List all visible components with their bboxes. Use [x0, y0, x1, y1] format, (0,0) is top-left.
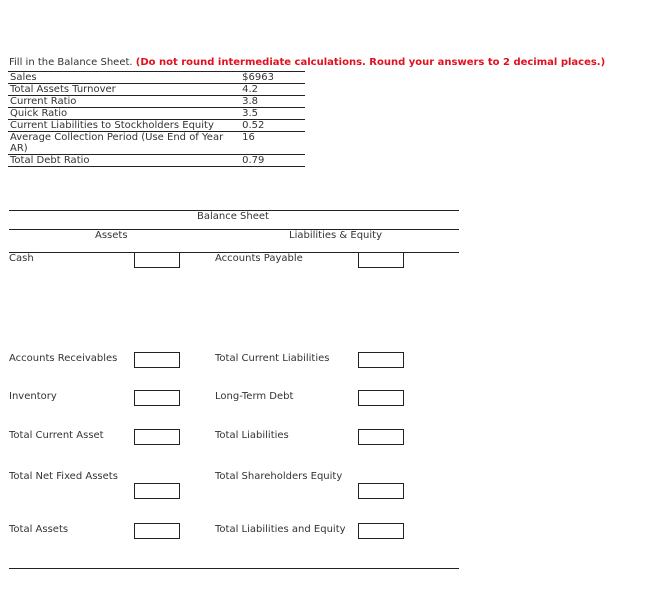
row-label: Total Debt Ratio: [8, 155, 240, 167]
asset-input[interactable]: [134, 483, 180, 499]
row-value: $6963: [240, 72, 305, 84]
asset-label: Inventory: [9, 391, 57, 402]
table-row: [8, 108, 305, 120]
asset-label: Total Assets: [9, 524, 69, 535]
asset-input[interactable]: [134, 523, 180, 539]
asset-label: Cash: [9, 253, 34, 264]
row-label: Current Liabilities to Stockholders Equity: [8, 120, 240, 132]
asset-label: Accounts Receivables: [9, 353, 118, 364]
instruction-emphasis: (Do not round intermediate calculations. Round your answers to 2 decimal places.): [135, 57, 606, 68]
balance-sheet-title: Balance Sheet: [197, 211, 269, 222]
row-label: Sales: [8, 72, 240, 84]
liability-label: Long-Term Debt: [215, 391, 294, 402]
liability-input[interactable]: [358, 352, 404, 368]
liability-label: Total Current Liabilities: [215, 353, 330, 364]
table-row: [8, 132, 305, 155]
row-value: 16: [240, 132, 305, 155]
row-label: Current Ratio: [8, 96, 240, 108]
liability-label: Total Shareholders Equity: [215, 471, 343, 482]
table-row: [8, 155, 305, 167]
liabilities-header: Liabilities & Equity: [289, 230, 382, 241]
liability-input[interactable]: [358, 523, 404, 539]
row-value: 0.79: [240, 155, 305, 167]
instruction-text: Fill in the Balance Sheet.: [9, 57, 133, 68]
liability-input[interactable]: [358, 429, 404, 445]
liability-label: Total Liabilities and Equity: [215, 524, 346, 535]
table-row: [8, 84, 305, 96]
table-row: [8, 120, 305, 132]
divider: [9, 229, 459, 230]
table-row: [8, 72, 305, 84]
row-value: 4.2: [240, 84, 305, 96]
row-value: 3.8: [240, 96, 305, 108]
liability-label: Total Liabilities: [215, 430, 289, 441]
assets-header: Assets: [95, 230, 128, 241]
liability-label: Accounts Payable: [215, 253, 303, 264]
asset-input[interactable]: [134, 390, 180, 406]
row-label: Quick Ratio: [8, 108, 240, 120]
liability-input[interactable]: [358, 252, 404, 268]
instructions: [9, 57, 605, 68]
row-value: 0.52: [240, 120, 305, 132]
asset-input[interactable]: [134, 352, 180, 368]
row-label: Total Assets Turnover: [8, 84, 240, 96]
asset-label: Total Net Fixed Assets: [9, 471, 118, 482]
table-row: [8, 96, 305, 108]
given-data-table: [8, 71, 305, 167]
liability-input[interactable]: [358, 390, 404, 406]
divider: [9, 568, 459, 569]
asset-input[interactable]: [134, 252, 180, 268]
asset-label: Total Current Asset: [9, 430, 104, 441]
row-label: Average Collection Period (Use End of Year AR): [8, 132, 240, 155]
row-value: 3.5: [240, 108, 305, 120]
liability-input[interactable]: [358, 483, 404, 499]
asset-input[interactable]: [134, 429, 180, 445]
